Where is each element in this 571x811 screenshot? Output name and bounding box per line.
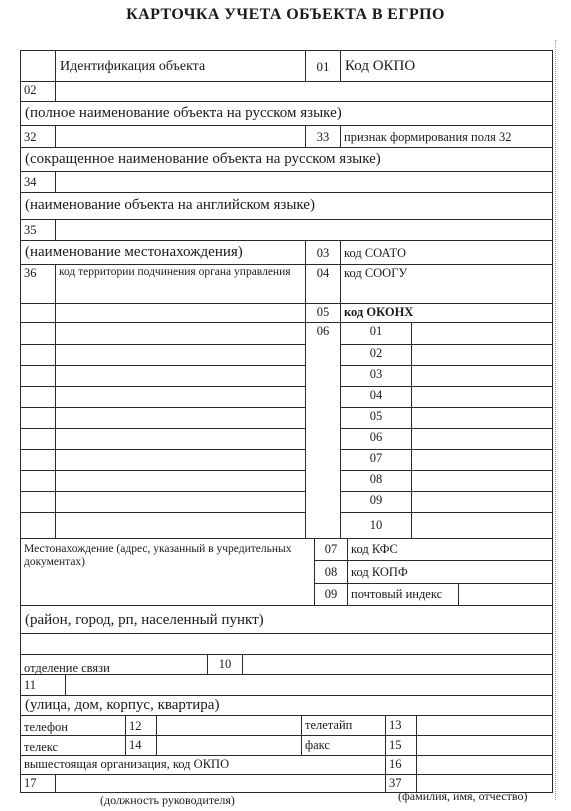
field-code-09: 09	[314, 583, 348, 606]
grid-cell	[55, 322, 306, 345]
teletype-label: телетайп	[301, 715, 386, 736]
identification-label: Идентификация объекта	[55, 50, 306, 82]
field-code-16: 16	[385, 755, 417, 775]
full-name-field[interactable]	[55, 81, 553, 102]
soogu-label: код СООГУ	[340, 264, 553, 304]
field-code-06: 06	[305, 322, 341, 539]
parent-org-label: вышестоящая организация, код ОКПО	[20, 755, 386, 775]
telex-field[interactable]	[156, 735, 302, 756]
okonh-subrow-01: 01	[340, 322, 412, 345]
grid-cell	[20, 470, 56, 492]
scan-edge-line	[555, 40, 556, 800]
okonh-subrow-05: 05	[340, 407, 412, 429]
okonh-value-10[interactable]	[411, 512, 553, 539]
grid-cell	[20, 303, 56, 323]
okonh-value-09[interactable]	[411, 491, 553, 513]
phone-label: телефон	[20, 715, 126, 736]
grid-cell	[20, 491, 56, 513]
okonh-value-06[interactable]	[411, 428, 553, 450]
okonh-label: код ОКОНХ	[340, 303, 553, 323]
field-code-04: 04	[305, 264, 341, 304]
okonh-value-08[interactable]	[411, 470, 553, 492]
okpo-label: Код ОКПО	[340, 50, 553, 82]
short-name-caption: (сокращенное наименование объекта на русском языке)	[20, 147, 553, 172]
fax-field[interactable]	[416, 735, 553, 756]
okonh-value-01[interactable]	[411, 322, 553, 345]
post-office-label: отделение связи	[20, 654, 208, 675]
full-name-caption: (полное наименование объекта на русском языке)	[20, 101, 553, 126]
post-office-field[interactable]	[242, 654, 553, 675]
okonh-subrow-03: 03	[340, 365, 412, 387]
grid-cell	[20, 407, 56, 429]
location-docs-label: Местонахождение (адрес, указанный в учредительных документах)	[20, 538, 315, 606]
grid-cell	[55, 407, 306, 429]
field-code-35: 35	[20, 219, 56, 241]
grid-cell	[20, 344, 56, 366]
fax-label: факс	[301, 735, 386, 756]
grid-cell	[20, 386, 56, 408]
district-caption: (район, город, рп, населенный пункт)	[20, 605, 553, 634]
okonh-value-03[interactable]	[411, 365, 553, 387]
short-name-field[interactable]	[55, 171, 553, 193]
okonh-value-07[interactable]	[411, 449, 553, 471]
field-code-13: 13	[385, 715, 417, 736]
grid-cell	[20, 449, 56, 471]
street-caption: (улица, дом, корпус, квартира)	[20, 695, 553, 716]
telex-label: телекс	[20, 735, 126, 756]
grid-cell	[20, 365, 56, 387]
grid-cell	[55, 386, 306, 408]
field-code-01: 01	[305, 50, 341, 82]
header-blank-cell	[20, 50, 56, 82]
okonh-subrow-09: 09	[340, 491, 412, 513]
field-code-07: 07	[314, 538, 348, 561]
grid-cell	[55, 491, 306, 513]
okonh-subrow-02: 02	[340, 344, 412, 366]
field-code-08: 08	[314, 560, 348, 584]
kopf-label: код КОПФ	[347, 560, 553, 584]
field-code-12: 12	[125, 715, 157, 736]
field-code-34: 34	[20, 171, 56, 193]
okonh-value-05[interactable]	[411, 407, 553, 429]
english-name-caption: (наименование объекта на английском языке)	[20, 192, 553, 220]
territory-label: код территории подчинения органа управления	[55, 264, 306, 304]
okonh-subrow-04: 04	[340, 386, 412, 408]
grid-cell	[55, 365, 306, 387]
grid-cell	[55, 470, 306, 492]
soato-label: код СОАТО	[340, 240, 553, 265]
grid-cell	[20, 428, 56, 450]
field-code-15: 15	[385, 735, 417, 756]
field-code-36: 36	[20, 264, 56, 304]
english-name-field[interactable]	[55, 219, 553, 241]
street-field[interactable]	[65, 674, 553, 696]
field-code-10: 10	[207, 654, 243, 675]
kfs-label: код КФС	[347, 538, 553, 561]
location-caption: (наименование местонахождения)	[20, 240, 306, 265]
okonh-subrow-10: 10	[340, 512, 412, 539]
postal-label: почтовый индекс	[347, 583, 459, 606]
parent-org-field[interactable]	[416, 755, 553, 775]
grid-cell	[20, 322, 56, 345]
phone-field[interactable]	[156, 715, 302, 736]
field-code-11: 11	[20, 674, 66, 696]
field-code-05: 05	[305, 303, 341, 323]
field-code-32: 32	[20, 125, 56, 148]
teletype-field[interactable]	[416, 715, 553, 736]
field-code-37: 37	[385, 774, 417, 793]
position-caption: (должность руководителя)	[100, 793, 235, 807]
grid-cell	[55, 344, 306, 366]
form-title: КАРТОЧКА УЧЕТА ОБЪЕКТА В ЕГРПО	[126, 6, 445, 23]
grid-cell	[55, 512, 306, 539]
field-32-value[interactable]	[55, 125, 306, 148]
grid-cell	[55, 428, 306, 450]
postal-index-field[interactable]	[458, 583, 553, 606]
okonh-subrow-06: 06	[340, 428, 412, 450]
name-caption: (фамилия, имя, отчество)	[398, 789, 528, 803]
field-code-02: 02	[20, 81, 56, 102]
okonh-subrow-08: 08	[340, 470, 412, 492]
okonh-value-04[interactable]	[411, 386, 553, 408]
okonh-value-02[interactable]	[411, 344, 553, 366]
okonh-subrow-07: 07	[340, 449, 412, 471]
grid-cell	[20, 512, 56, 539]
sign32-label: признак формирования поля 32	[340, 125, 553, 148]
field-code-17: 17	[20, 774, 56, 793]
field-code-33: 33	[305, 125, 341, 148]
grid-cell	[55, 303, 306, 323]
field-code-03: 03	[305, 240, 341, 265]
district-field[interactable]	[20, 633, 553, 655]
grid-cell	[55, 449, 306, 471]
field-code-14: 14	[125, 735, 157, 756]
position-field[interactable]	[55, 774, 386, 793]
